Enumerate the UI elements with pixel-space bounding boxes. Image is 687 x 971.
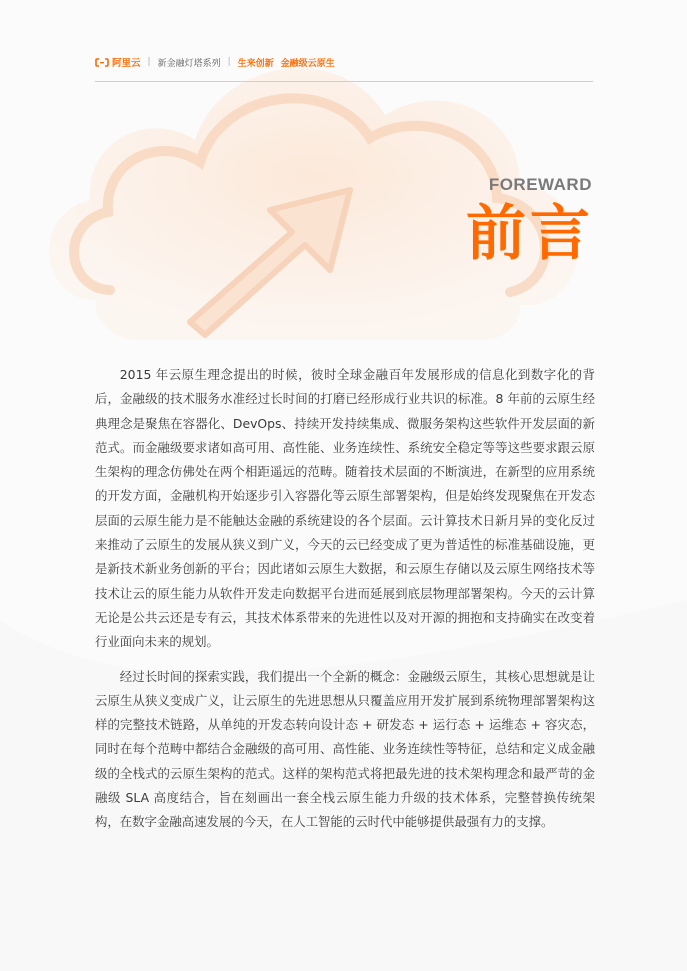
paragraph: 经过长时间的探索实践，我们提出一个全新的概念：金融级云原生，其核心思想就是让云原生从狭义变成广义，让云原生的先进思想从只覆盖应用开发扩展到系统物理部署架构这样的完整技术链路，从单纯的开发态转向设计态 + 研发态 + 运行态 + 运维态 + 容灾态，同时在每个范畴中都结合金融级的高可用、高性能、业务连续性等特征，总结和定义成金融级的全栈式的云原生架构的范式。这样的架构范式将把最先进的技术架构理念和最严苛的金融级 SLA 高度结合，旨在刻画出一套全栈云原生能力升级的技术体系，完整替换传统架构，在数字金融高速发展的今天，在人工智能的云时代中能够提供最强有力的支撑。 [95,668,595,830]
logo-text: 阿里云 [112,58,141,69]
section-label-english: FOREWARD [488,175,592,194]
slogan-part-1: 生来创新 [237,58,274,69]
body-text [95,363,595,845]
aliyun-logo-icon [95,58,109,67]
series-name: 新金融灯塔系列 [157,58,221,69]
header-rule [95,81,593,82]
header-slogan [238,56,335,69]
paragraph: 2015 年云原生理念提出的时候，彼时全球金融百年发展形成的信息化到数字化的背后，金融级的技术服务水准经过长时间的打磨已经形成行业共识的标准。8 年前的云原生经典理念是聚焦在容器化、DevOps、持续开发持续集成、微服务架构这些软件开发层面的新范式。而金融级要求诸如高可用、高性能、业务连续性、系统安全稳定等等这些要求跟云原生架构的理念仿佛处在两个相距遥远的范畴。随着技术层面的不断演进，在新型的应用系统的开发方面，金融机构开始逐步引入容器化等云原生部署架构，但是始终发现聚焦在开发态层面的云原生能力是不能触达金融的系统建设的各个层面。云计算技术日新月异的变化反过来推动了云原生的发展从狭义到广义，今天的云已经变成了更为普适性的标准基础设施，更是新技术新业务创新的平台；因此诸如云原生大数据，和云原生存储以及云原生网络技术等技术让云的原生能力从软件开发走向数据平台进而延展到底层物理部署架构。今天的云计算无论是公共云还是专有云，其技术体系带来的先进性以及对开源的拥抱和支持确实在改变着行业面向未来的规划。 [95,367,595,650]
brand-logo [95,55,141,69]
header-divider: | [147,57,151,67]
page-header [95,54,593,70]
slogan-part-2: 金融级云原生 [280,58,335,69]
header-divider: | [227,57,231,67]
page-title: 前言 [466,199,594,269]
